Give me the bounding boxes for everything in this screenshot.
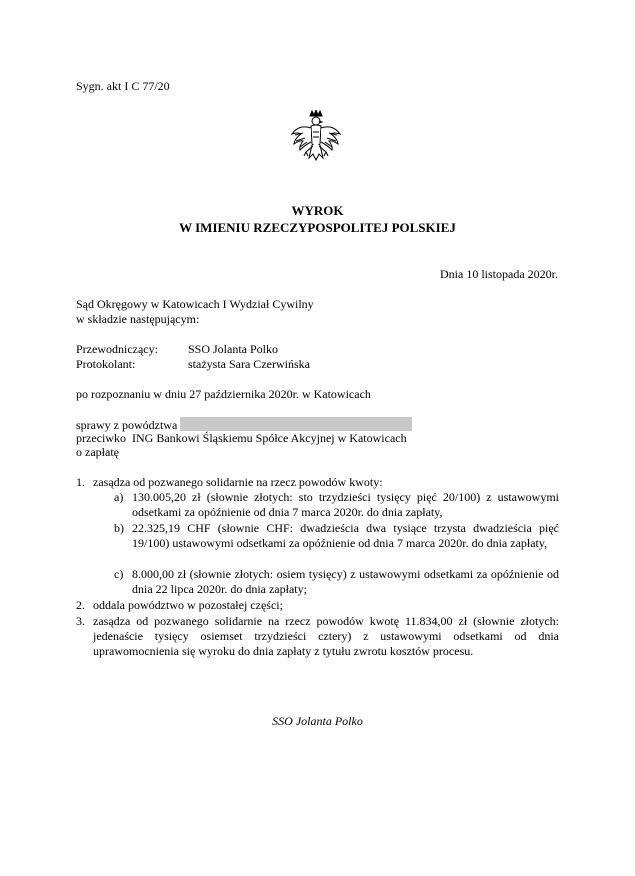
defendant-label: przeciwko bbox=[76, 431, 126, 445]
defendant-line bbox=[76, 431, 407, 446]
ruling-item-3-text: zasądza od pozwanego solidarnie na rzecz powodów kwotę 11.834,00 zł (słownie złotych: jedenaście tysięcy osiemset trzydzieści cztery) z ustawowymi odsetkami od dnia uprawomocnienia się wyroku do dnia zapłaty z tytułu zwrotu kosztów procesu. bbox=[93, 614, 559, 658]
ruling-item-1-number: 1. bbox=[76, 475, 85, 489]
judge-signature: SSO Jolanta Polko bbox=[272, 714, 363, 728]
ruling-sub-c-text: 8.000,00 zł (słownie złotych: osiem tysięcy) z ustawowymi odsetkami za opóźnienie od dnia 22 lipca 2020r. do dnia zapłaty; bbox=[132, 567, 559, 596]
case-subject: o zapłatę bbox=[76, 445, 119, 459]
ruling-item-3-number: 3. bbox=[76, 614, 85, 628]
hearing-line: po rozpoznaniu w dniu 27 października 2020r. w Katowicach bbox=[76, 387, 371, 401]
chair-name: SSO Jolanta Polko bbox=[188, 342, 279, 356]
ruling-sub-b-text: 22.325,19 CHF (słownie CHF: dwadzieścia dwa tysiące trzysta dwadzieścia pięć 19/100) ustawowymi odsetkami za opóźnienie od dnia 7 marca 2020r. do dnia zapłaty, bbox=[132, 521, 559, 550]
ruling-sub-c-label: c) bbox=[114, 567, 124, 581]
ruling-sub-b-label: b) bbox=[114, 521, 124, 535]
court-composition-intro: w składzie następującym: bbox=[76, 312, 200, 326]
judgment-date: Dnia 10 listopada 2020r. bbox=[440, 267, 558, 281]
clerk-name: stażysta Sara Czerwińska bbox=[188, 357, 310, 371]
clerk-label: Protokolant: bbox=[76, 357, 136, 371]
ruling-sub-a-text: 130.005,20 zł (słownie złotych: sto trzydzieści tysięcy pięć 20/100) z ustawowymi odsetkami za opóźnienie od dnia 7 marca 2020r. do dnia zapłaty, bbox=[132, 490, 559, 519]
defendant-name: ING Bankowi Śląskiemu Spółce Akcyjnej w Katowicach bbox=[131, 431, 407, 445]
ruling-item-1-text: zasądza od pozwanego solidarnie na rzecz powodów kwoty: bbox=[93, 475, 383, 489]
judgment-title: WYROK bbox=[291, 203, 344, 218]
case-signature: Sygn. akt I C 77/20 bbox=[76, 79, 170, 93]
ruling-item-2-number: 2. bbox=[76, 598, 85, 612]
judgment-subtitle: W IMIENIU RZECZYPOSPOLITEJ POLSKIEJ bbox=[179, 220, 456, 235]
white-eagle-emblem-icon bbox=[289, 110, 343, 168]
redacted-plaintiff-block bbox=[180, 417, 412, 431]
court-name: Sąd Okręgowy w Katowicach I Wydział Cywilny bbox=[76, 297, 314, 311]
chair-label: Przewodniczący: bbox=[76, 342, 158, 356]
ruling-item-2-text: oddala powództwo w pozostałej części; bbox=[93, 598, 283, 612]
plaintiff-label: sprawy z powództwa bbox=[76, 418, 178, 432]
ruling-sub-a-label: a) bbox=[114, 490, 124, 504]
